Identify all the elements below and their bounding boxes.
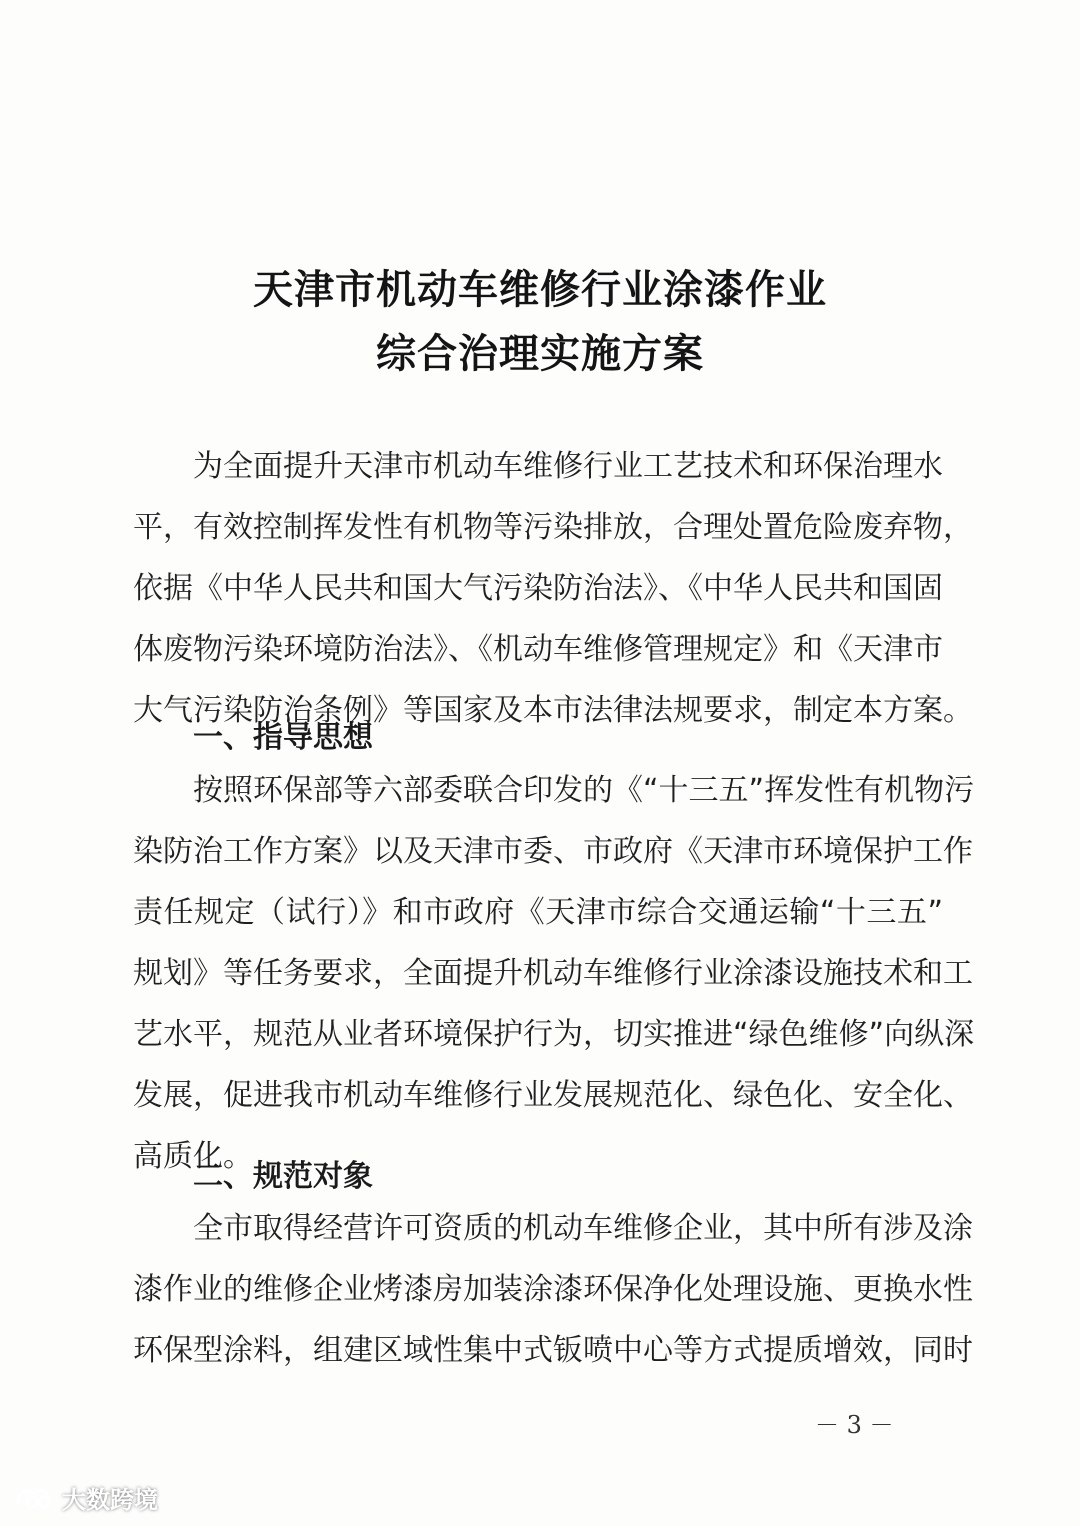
paragraph-line: 大气污染防治条例》等国家及本市法律法规要求，制定本方案。	[133, 693, 973, 728]
intro-paragraph	[133, 436, 973, 741]
paragraph-line: 全市取得经营许可资质的机动车维修企业，其中所有涉及涂	[193, 1211, 973, 1246]
watermark	[14, 1480, 158, 1514]
document-title-line-1: 天津市机动车维修行业涂漆作业	[253, 266, 827, 313]
paragraph-line: 责任规定（试行）》和市政府《天津市综合交通运输“十三五”	[133, 895, 943, 930]
section-2-paragraph	[133, 1198, 973, 1381]
paragraph-line: 染防治工作方案》以及天津市委、市政府《天津市环境保护工作	[133, 834, 973, 869]
paragraph-line: 平，有效控制挥发性有机物等污染排放，合理处置危险废弃物，	[133, 510, 973, 545]
section-1-heading: 一、指导思想	[193, 720, 373, 755]
paragraph-line: 为全面提升天津市机动车维修行业工艺技术和环保治理水	[193, 449, 943, 484]
section-1-paragraph	[133, 760, 975, 1187]
paragraph-line: 体废物污染环境防治法》、《机动车维修管理规定》和《天津市	[133, 632, 943, 667]
watermark-logo-icon	[14, 1482, 56, 1512]
paragraph-line: 规划》等任务要求，全面提升机动车维修行业涂漆设施技术和工	[133, 956, 973, 991]
page-number: － 3 －	[815, 1411, 894, 1439]
paragraph-line: 依据《中华人民共和国大气污染防治法》、《中华人民共和国固	[133, 571, 943, 606]
watermark-text: 大数跨境	[62, 1485, 158, 1514]
document-title-line-2: 综合治理实施方案	[376, 330, 704, 377]
paragraph-line: 漆作业的维修企业烤漆房加装涂漆环保净化处理设施、更换水性	[133, 1272, 973, 1307]
paragraph-line: 高质化。	[133, 1139, 253, 1174]
paragraph-line: 发展，促进我市机动车维修行业发展规范化、绿色化、安全化、	[133, 1078, 973, 1113]
paragraph-line: 艺水平，规范从业者环境保护行为，切实推进“绿色维修”向纵深	[133, 1017, 975, 1052]
section-2-heading: 二、规范对象	[193, 1159, 373, 1194]
paragraph-line: 环保型涂料，组建区域性集中式钣喷中心等方式提质增效，同时	[133, 1333, 973, 1368]
paragraph-line: 按照环保部等六部委联合印发的《“十三五”挥发性有机物污	[193, 773, 975, 808]
